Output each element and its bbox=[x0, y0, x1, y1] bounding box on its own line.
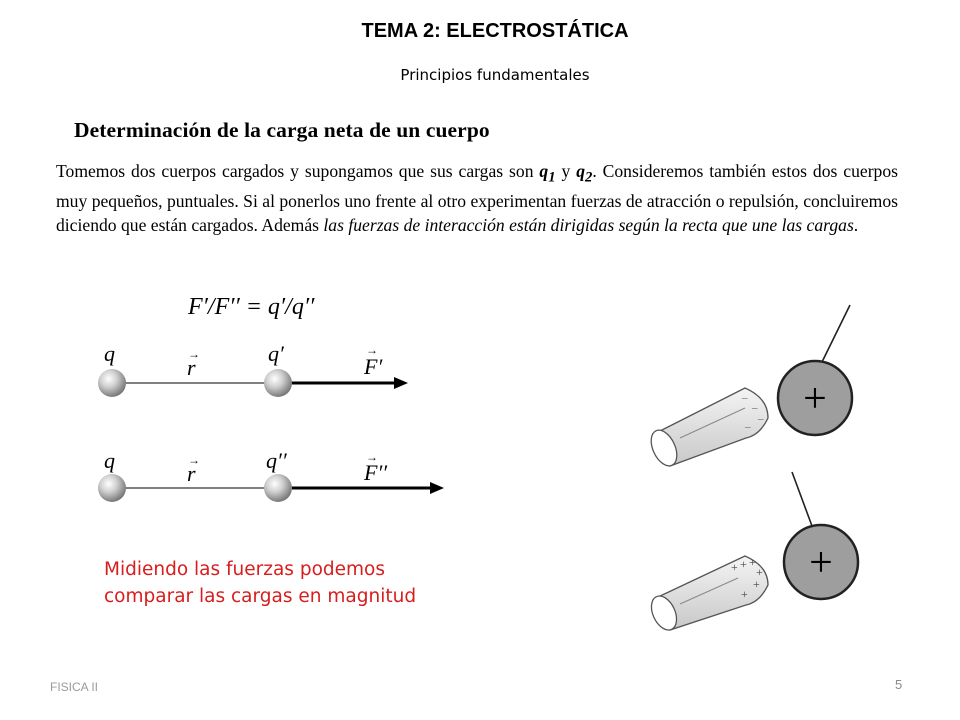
top-sphere-sign: + bbox=[803, 376, 827, 422]
row1-force: F′ bbox=[364, 354, 383, 379]
top-rod-charge-2: – bbox=[752, 402, 758, 414]
paragraph-text-2: . Consideremos también estos dos cuerpos muy pequeños, puntuales. Si al ponerlos uno frente al otro experimentan fuerzas de atracción o repulsión, concluiremos diciendo que están cargados. Además bbox=[56, 161, 898, 235]
charge-q1-sub: 1 bbox=[548, 169, 556, 186]
charge-q2-sub: 2 bbox=[584, 169, 593, 186]
page-subtitle: Principios fundamentales bbox=[400, 66, 590, 84]
top-thread bbox=[822, 305, 850, 362]
row2-force-arrowhead bbox=[430, 482, 444, 494]
bottom-thread bbox=[792, 472, 812, 526]
bottom-rod-charge-1: + bbox=[731, 560, 738, 574]
row1-charge-sphere-left bbox=[98, 369, 126, 397]
top-rod-charge-1: – bbox=[742, 392, 748, 404]
row1-charge-sphere-right bbox=[264, 369, 292, 397]
paragraph-text-1: Tomemos dos cuerpos cargados y supongamos que sus cargas son bbox=[56, 161, 540, 181]
row2-charge-sphere-left bbox=[98, 474, 126, 502]
row2-charge-sphere-right bbox=[264, 474, 292, 502]
row2-force-arrow: → bbox=[366, 450, 378, 464]
row1-vector-r: r bbox=[187, 355, 196, 380]
top-rod-charge-3: – bbox=[758, 413, 764, 425]
paragraph-conj: y bbox=[555, 161, 577, 181]
charge-q1: q bbox=[539, 161, 549, 181]
section-heading: Determinación de la carga neta de un cuerpo bbox=[74, 118, 490, 142]
paragraph-italic: las fuerzas de interacción están dirigidas según la recta que une las cargas bbox=[323, 214, 854, 235]
page-title: TEMA 2: ELECTROSTÁTICA bbox=[361, 20, 629, 42]
footer-course: FISICA II bbox=[50, 680, 99, 694]
bottom-sphere-sign: + bbox=[809, 540, 833, 586]
row2-force: F′′ bbox=[364, 460, 388, 485]
row1-charge-right: q′ bbox=[268, 341, 284, 366]
row1-force-arrowhead bbox=[394, 377, 408, 389]
bottom-rod-charge-2: + bbox=[740, 557, 747, 571]
red-note-line-1: Midiendo las fuerzas podemos bbox=[104, 559, 385, 580]
red-note bbox=[104, 556, 464, 610]
row1-r-arrow: → bbox=[188, 347, 200, 361]
bottom-rod-charge-6: + bbox=[741, 587, 748, 601]
row2-charge-left: q bbox=[104, 448, 115, 473]
row1-force-arrow: → bbox=[366, 343, 378, 357]
page-number: 5 bbox=[895, 677, 903, 692]
row2-vector-r: r bbox=[187, 461, 196, 486]
bottom-rod-charge-4: + bbox=[756, 565, 763, 579]
charge-q2: q bbox=[576, 161, 585, 181]
row1-charge-left: q bbox=[104, 341, 115, 366]
row2-r-arrow: → bbox=[188, 453, 200, 467]
bottom-rod-charge-3: + bbox=[749, 555, 756, 569]
paragraph-end: . bbox=[853, 214, 859, 235]
top-rod-charge-4: – bbox=[745, 421, 751, 433]
row2-charge-right: q′′ bbox=[266, 448, 287, 473]
equation: F′/F′′ = q′/q′′ bbox=[188, 294, 315, 320]
red-note-line-2: comparar las cargas en magnitud bbox=[104, 586, 417, 607]
bottom-rod-charge-5: + bbox=[753, 577, 760, 591]
